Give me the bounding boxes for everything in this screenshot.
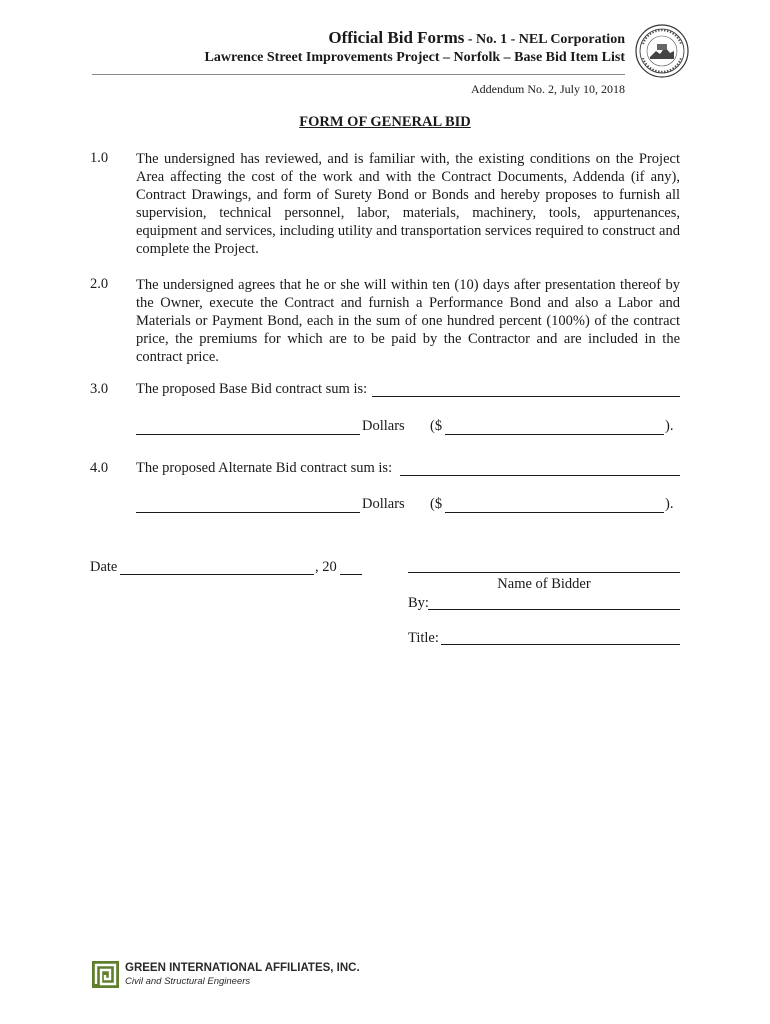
paren-close: ).: [665, 418, 674, 434]
title-main: Official Bid Forms: [328, 28, 465, 47]
project-subtitle: Lawrence Street Improvements Project – Norfolk – Base Bid Item List: [204, 50, 625, 65]
year-field[interactable]: [340, 574, 362, 575]
base-bid-label: The proposed Base Bid contract sum is:: [136, 381, 368, 397]
base-bid-words-field[interactable]: [372, 396, 680, 397]
alternate-bid-words-field-2[interactable]: [136, 512, 360, 513]
alternate-bid-amount-field[interactable]: [445, 512, 664, 513]
title-field[interactable]: [441, 644, 680, 645]
item-number: 2.0: [90, 276, 109, 292]
greek-key-logo-icon: [92, 961, 119, 988]
base-bid-words-field-2[interactable]: [136, 434, 360, 435]
title-label: Title:: [408, 630, 439, 646]
company-tagline: Civil and Structural Engineers: [125, 976, 251, 987]
header-divider: [92, 74, 625, 75]
item-number: 4.0: [90, 460, 109, 476]
addendum-note: Addendum No. 2, July 10, 2018: [471, 82, 625, 96]
item-text: The undersigned agrees that he or she will within ten (10) days after presentation thereof by the Owner, execute the Contract and furnish a Performance Bond and also a Labor and Materials or Payment Bond, each in the sum of one hundred percent (100%) of the contract price, the premiums for which are to be paid by the Contractor and are included in the contract price.: [136, 277, 680, 365]
base-bid-amount-field[interactable]: [445, 434, 664, 435]
item-text: The undersigned has reviewed, and is familiar with, the existing conditions on the Project Area affecting the cost of the work and with the Contract Documents, Addenda (if any), Contract Drawings, and form of Surety Bond or Bonds and hereby proposes to furnish all supervision, technical personnel, labor, materials, machinery, tools, appurtenances, equipment and services, including utility and transportation services required to construct and complete the Project.: [136, 151, 680, 257]
paren-open: ($: [430, 418, 443, 434]
date-field[interactable]: [120, 574, 314, 575]
paren-close: ).: [665, 496, 674, 512]
by-field[interactable]: [428, 609, 680, 610]
date-label: Date: [90, 559, 118, 575]
page-title: [100, 28, 625, 48]
title-sub: - No. 1 - NEL Corporation: [464, 32, 625, 47]
by-label: By:: [408, 595, 429, 611]
bidder-name-field[interactable]: [408, 572, 680, 573]
year-prefix: , 20: [315, 559, 337, 575]
item-number: 3.0: [90, 381, 109, 397]
alternate-bid-words-field[interactable]: [400, 475, 680, 476]
alternate-bid-label: The proposed Alternate Bid contract sum is:: [136, 460, 393, 476]
item-number: 1.0: [90, 150, 109, 166]
dollars-label: Dollars: [362, 418, 405, 434]
company-name: GREEN INTERNATIONAL AFFILIATES, INC.: [125, 962, 360, 974]
dollars-label: Dollars: [362, 496, 405, 512]
bidder-name-label: Name of Bidder: [497, 576, 591, 592]
town-seal-icon: [635, 24, 689, 78]
form-title: FORM OF GENERAL BID: [299, 114, 471, 130]
paren-open: ($: [430, 496, 443, 512]
